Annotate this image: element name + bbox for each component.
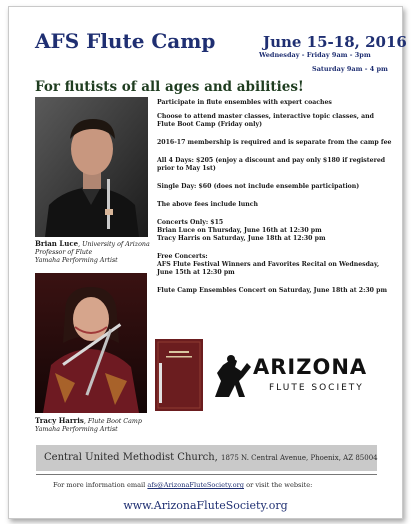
- logo-sub-text: FLUTE SOCIETY: [269, 383, 364, 393]
- camp-dates: June 15-18, 2016: [263, 33, 407, 51]
- detail-concerts-only: Concerts Only: $15: [157, 219, 224, 226]
- logo-main-text: ARIZONA: [253, 355, 368, 379]
- saturday-schedule: Saturday 9am - 4 pm: [312, 65, 388, 73]
- detail-free-concerts: Free Concerts:: [157, 253, 208, 260]
- brian-luce-caption: Brian Luce, University of Arizona Professor of Flute Yamaha Performing Artist: [35, 239, 150, 264]
- detail-tracy-concert: Tracy Harris on Saturday, June 18th at 12:30 pm: [157, 235, 326, 242]
- brian-luce-name: Brian Luce: [35, 239, 79, 248]
- email-link[interactable]: afs@ArizonaFluteSociety.org: [147, 481, 244, 489]
- tagline: For flutists of all ages and abilities!: [35, 79, 304, 95]
- detail-ensembles: Participate in flute ensembles with expert coaches: [157, 99, 332, 106]
- info-prefix: For more information email: [53, 481, 146, 489]
- flyer-title: AFS Flute Camp: [35, 29, 216, 53]
- details-column: [157, 99, 392, 295]
- weekday-schedule: Wednesday - Friday 9am - 3pm: [259, 51, 371, 59]
- detail-membership: 2016-17 membership is required and is separate from the camp fee: [157, 139, 392, 146]
- tracy-harris-artist: Yamaha Performing Artist: [35, 425, 118, 433]
- info-suffix: or visit the website:: [246, 481, 313, 489]
- detail-single-day-fee: Single Day: $60 (does not include ensemble participation): [157, 183, 360, 190]
- location-banner: [36, 445, 377, 471]
- tracy-harris-name: Tracy Harris: [35, 416, 84, 425]
- detail-classes: Choose to attend master classes, interactive topic classes, and Flute Boot Camp (Friday only): [157, 113, 374, 128]
- tracy-harris-photo: [35, 273, 147, 413]
- brian-luce-photo: [35, 97, 148, 237]
- flyer-page: [8, 6, 407, 519]
- brian-luce-affiliation: University of Arizona: [82, 241, 150, 248]
- church-name: Central United Methodist Church,: [44, 452, 218, 463]
- detail-four-day-fee: All 4 Days: $205 (enjoy a discount and pay only $180 if registered prior to May 1st): [157, 157, 386, 172]
- tracy-harris-caption: Tracy Harris, Flute Boot Camp Yamaha Performing Artist: [35, 416, 142, 433]
- detail-ensembles-concert: Flute Camp Ensembles Concert on Saturday, June 18th at 2:30 pm: [157, 287, 388, 294]
- website-link[interactable]: www.ArizonaFluteSociety.org: [123, 499, 288, 512]
- arizona-flute-society-logo: [209, 351, 374, 401]
- brian-luce-role: Professor of Flute: [35, 248, 93, 256]
- church-location: [44, 452, 378, 463]
- info-line: [53, 481, 312, 489]
- book-cover-image: [155, 339, 203, 411]
- footer-divider: [36, 474, 377, 475]
- tracy-harris-affiliation: Flute Boot Camp: [87, 418, 142, 425]
- detail-lunch: The above fees include lunch: [157, 201, 259, 208]
- detail-festival-recital: AFS Flute Festival Winners and Favorites Recital on Wednesday, June 15th at 12:30 pm: [157, 261, 380, 276]
- church-address: 1875 N. Central Avenue, Phoenix, AZ 85004: [221, 454, 378, 462]
- detail-brian-concert: Brian Luce on Thursday, June 16th at 12:30 pm: [157, 227, 322, 234]
- brian-luce-artist: Yamaha Performing Artist: [35, 256, 118, 264]
